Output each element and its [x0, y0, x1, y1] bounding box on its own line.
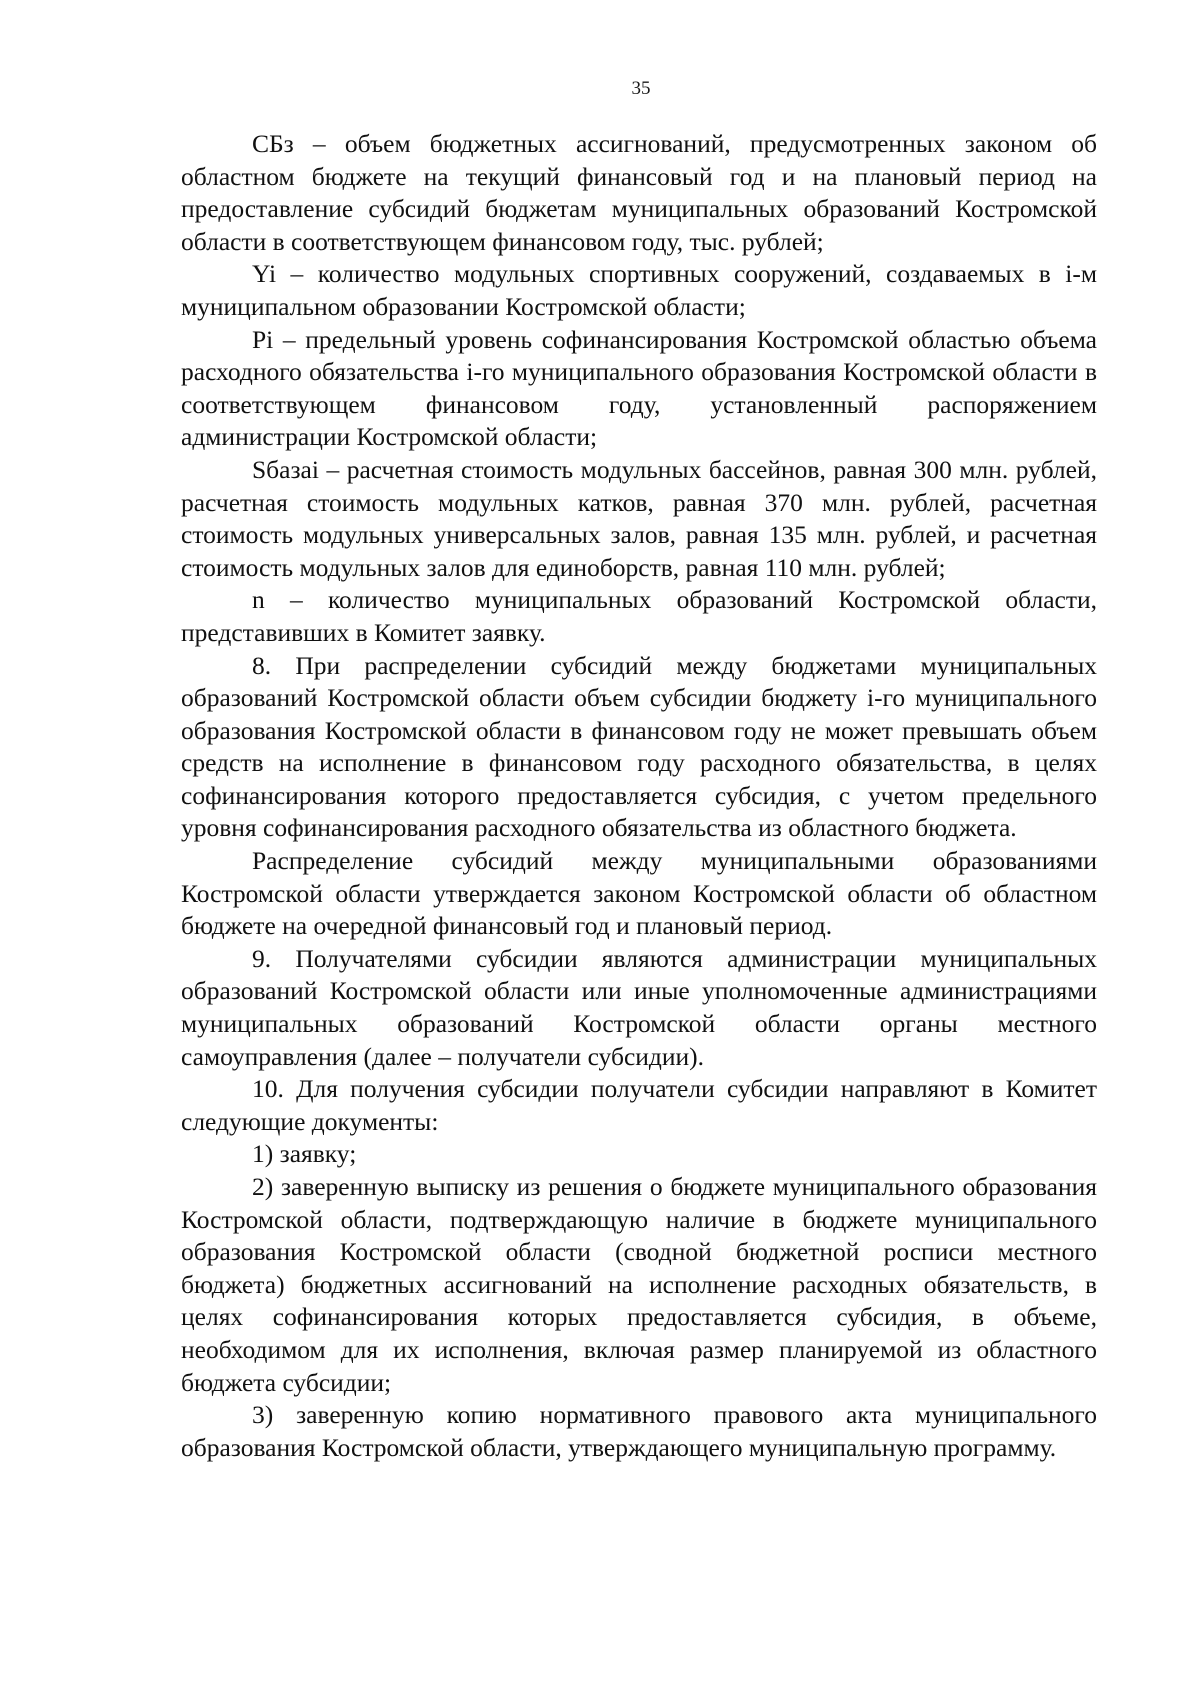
- paragraph-yi-definition: Yi – количество модульных спортивных сооружений, создаваемых в i-м муниципальном образовании Костромской области;: [181, 259, 1097, 321]
- paragraph-clause-10: 10. Для получения субсидии получатели субсидии направляют в Комитет следующие документы:: [181, 1074, 1097, 1136]
- list-item-3: 3) заверенную копию нормативного правового акта муниципального образования Костромской области, утверждающего муниципальную программу.: [181, 1400, 1097, 1462]
- page-number: 35: [631, 78, 651, 99]
- paragraph-sbazai-definition: Sбазаi – расчетная стоимость модульных бассейнов, равная 300 млн. рублей, расчетная стоимость модульных катков, равная 370 млн. рублей, расчетная стоимость модульных универсальных залов, равная 135 млн. рублей, и расчетная стоимость модульных залов для единоборств, равная 110 млн. рублей;: [181, 454, 1097, 582]
- paragraph-pi-definition: Pi – предельный уровень софинансирования Костромской областью объема расходного обязательства i-го муниципального образования Костромской области в соответствующем финансовом году, установленный распоряжением администрации Костромской области;: [181, 324, 1097, 452]
- paragraph-clause-8: 8. При распределении субсидий между бюджетами муниципальных образований Костромской области объем субсидии бюджету i-го муниципального образования Костромской области в финансовом году не может превышать объем средств на исполнение в финансовом году расходного обязательства, в целях софинансирования которого предоставляется субсидия, с учетом предельного уровня софинансирования расходного обязательства из областного бюджета.: [181, 650, 1097, 843]
- list-item-2: 2) заверенную выписку из решения о бюджете муниципального образования Костромской области, подтверждающую наличие в бюджете муниципального образования Костромской области (сводной бюджетной росписи местного бюджета) бюджетных ассигнований на исполнение расходных обязательств, в целях софинансирования которых предоставляется субсидия, в объеме, необходимом для их исполнения, включая размер планируемой из областного бюджета субсидии;: [181, 1172, 1097, 1397]
- document-body: [181, 128, 1097, 1464]
- paragraph-n-definition: n – количество муниципальных образований Костромской области, представивших в Комитет заявку.: [181, 585, 1097, 647]
- paragraph-sbz-definition: СБз – объем бюджетных ассигнований, предусмотренных законом об областном бюджете на текущий финансовый год и на плановый период на предоставление субсидий бюджетам муниципальных образований Костромской области в соответствующем финансовом году, тыс. рублей;: [181, 129, 1097, 256]
- list-item-1: 1) заявку;: [252, 1139, 357, 1169]
- paragraph-distribution: Распределение субсидий между муниципальными образованиями Костромской области утверждается законом Костромской области об областном бюджете на очередной финансовый год и плановый период.: [181, 846, 1097, 941]
- paragraph-clause-9: 9. Получателями субсидии являются администрации муниципальных образований Костромской области или иные уполномоченные администрациями муниципальных образований Костромской области органы местного самоуправления (далее – получатели субсидии).: [181, 943, 1097, 1071]
